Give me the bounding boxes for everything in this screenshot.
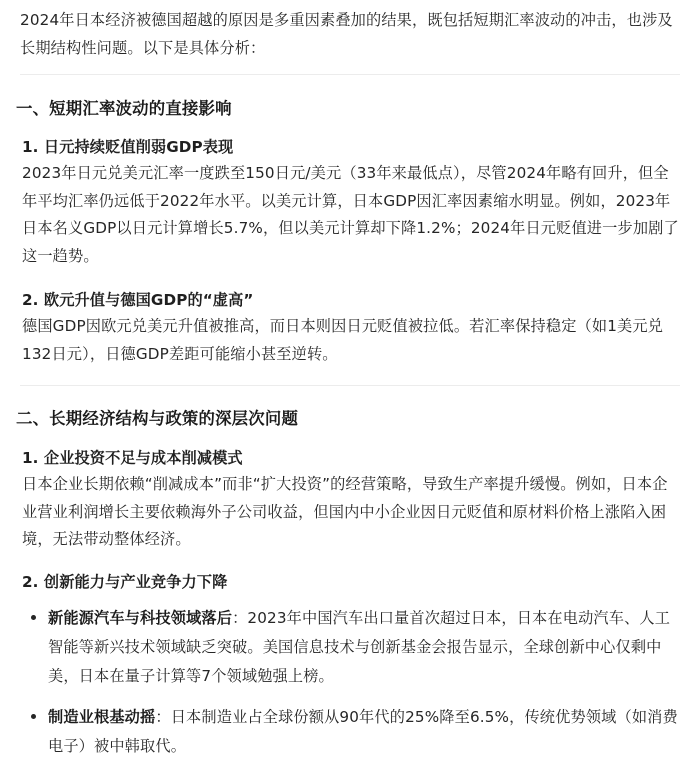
subheading-innovation: 2. 创新能力与产业竞争力下降 xyxy=(22,573,228,591)
list-item-body: 日本制造业占全球份额从90年代的25%降至6.5%，传统优势领域（如消费电子）被中韩取代。 xyxy=(48,708,678,755)
section-divider xyxy=(20,385,680,386)
paragraph-yen-depreciation: 2023年日元兑美元汇率一度跌至150日元/美元（33年来最低点），尽管2024年略有回升，但全年平均汇率仍远低于2022年水平。以美元计算，日本GDP因汇率因素缩水明显。例如，2023年日本名义GDP以日元计算增长5.7%，但以美元计算却下降1.2%；2024年日元贬值进一步加剧了这一趋势。 xyxy=(22,164,679,265)
subheading-corporate-investment: 1. 企业投资不足与成本削减模式 xyxy=(22,449,243,467)
paragraph-corporate-investment: 日本企业长期依赖“削减成本”而非“扩大投资”的经营策略，导致生产率提升缓慢。例如，日本企业营业利润增长主要依赖海外子公司收益，但国内中小企业因日元贬值和原材料价格上涨陷入困境，无法带动整体经济。 xyxy=(22,475,668,548)
list-item-text xyxy=(48,604,682,691)
list-item-label: 新能源汽车与科技领域落后 xyxy=(48,609,233,627)
subheading-euro-appreciation: 2. 欧元升值与德国GDP的“虚高” xyxy=(22,291,254,309)
list-item-separator: ： xyxy=(232,609,248,627)
list-item-text xyxy=(48,703,682,761)
section-heading-short-term: 一、短期汇率波动的直接影响 xyxy=(16,99,232,118)
list-item-label: 制造业根基动摇 xyxy=(48,708,156,726)
list-item xyxy=(22,703,682,761)
list-item-separator: ： xyxy=(155,708,171,726)
paragraph-euro-appreciation: 德国GDP因欧元兑美元升值被推高，而日本则因日元贬值被拉低。若汇率保持稳定（如1美元兑132日元），日德GDP差距可能缩小甚至逆转。 xyxy=(22,317,664,363)
list-item xyxy=(22,604,682,691)
section-divider xyxy=(20,74,680,75)
list-item-body: 2023年中国汽车出口量首次超过日本，日本在电动汽车、人工智能等新兴技术领域缺乏突破。美国信息技术与创新基金会报告显示，全球创新中心仅剩中美，日本在量子计算等7个领域勉强上榜。 xyxy=(48,609,671,685)
intro-paragraph: 2024年日本经济被德国超越的原因是多重因素叠加的结果，既包括短期汇率波动的冲击，也涉及长期结构性问题。以下是具体分析： xyxy=(20,11,673,57)
subheading-yen-depreciation: 1. 日元持续贬值削弱GDP表现 xyxy=(22,138,234,156)
bullet-icon xyxy=(31,615,36,620)
section-heading-long-term: 二、长期经济结构与政策的深层次问题 xyxy=(16,409,299,428)
bullet-icon xyxy=(31,714,36,719)
